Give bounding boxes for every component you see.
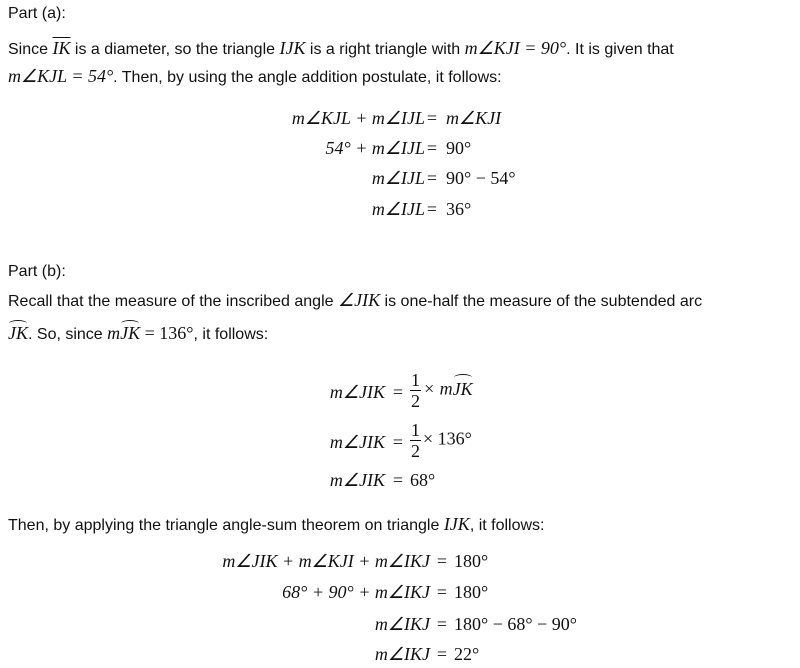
equation-lhs: m∠JIK xyxy=(329,470,385,490)
equation-lhs: 54° + m∠IJL xyxy=(325,138,425,158)
equation-rel: = xyxy=(392,470,404,490)
equation-rel: = xyxy=(436,582,448,602)
triangle-ijk: IJK xyxy=(443,514,470,534)
equation-lhs: m∠JIK xyxy=(329,382,385,402)
intro-text: . So, since xyxy=(28,326,108,343)
part-a-intro-line2 xyxy=(8,66,502,88)
equation-rel: = xyxy=(426,108,438,128)
equation-lhs: m∠JIK + m∠KJI + m∠IKJ xyxy=(222,551,430,571)
equation-rel: = xyxy=(426,168,438,188)
segment-ik: $\overline{IK}$ xyxy=(52,38,71,58)
intro-text: Since xyxy=(8,41,53,58)
equation-lhs: 68° + 90° + m∠IKJ xyxy=(282,582,430,602)
triangle-ijk: IJK xyxy=(279,38,306,58)
equation-rhs: 180° xyxy=(454,582,489,602)
fraction-denominator: 2 xyxy=(411,391,420,411)
intro-text: is a diameter, so the triangle xyxy=(70,41,280,58)
equation-lhs: m∠KJL + m∠IJL xyxy=(291,108,425,128)
arc-measure-m: m xyxy=(107,323,121,343)
part-a-intro-line1 xyxy=(8,38,674,60)
angle-jik: ∠JIK xyxy=(337,290,381,310)
equation-rhs xyxy=(408,420,472,461)
fraction xyxy=(410,370,421,411)
equation-row xyxy=(0,370,800,414)
fraction xyxy=(410,420,421,461)
equation-rel: = xyxy=(426,199,438,219)
equation-rhs: 180° − 68° − 90° xyxy=(454,614,577,634)
equation-rhs xyxy=(408,370,473,411)
equation-lhs: m∠IKJ xyxy=(374,644,430,664)
equation-rel: = xyxy=(436,614,448,634)
equation-lhs: m∠IKJ xyxy=(374,614,430,634)
equation-rel: = xyxy=(392,382,404,402)
equation-rhs: 68° xyxy=(410,470,436,490)
fraction-denominator: 2 xyxy=(411,441,420,461)
times-m: × m xyxy=(423,378,453,399)
arc-measure-value: = 136° xyxy=(140,323,194,343)
equation-row xyxy=(0,420,800,470)
part-b-intro-line1 xyxy=(8,290,702,312)
equation-lhs: m∠IJL xyxy=(371,199,425,219)
equation-lhs: m∠IJL xyxy=(371,168,425,188)
intro-text: is a right triangle with xyxy=(305,41,465,58)
equation-rel: = xyxy=(426,138,438,158)
angle-kjl-expr: m∠KJL = 54° xyxy=(8,66,114,86)
intro-text: Recall that the measure of the inscribed angle xyxy=(8,293,338,310)
intro-text: is one-half the measure of the subtended arc xyxy=(380,293,703,310)
equation-rhs: 36° xyxy=(446,199,472,219)
arc-jk: JK xyxy=(8,323,28,343)
part-b-intro-line2 xyxy=(8,323,268,345)
intro-text: , it follows: xyxy=(193,326,269,343)
equation-rhs: 180° xyxy=(454,551,489,571)
equation-rhs: 90° xyxy=(446,138,472,158)
intro-text: . Then, by using the angle addition postulate, it follows: xyxy=(113,69,502,86)
part-b-heading: Part (b): xyxy=(8,263,66,280)
fraction-numerator: 1 xyxy=(411,420,420,440)
equation-rhs: 22° xyxy=(454,644,480,664)
arc-jk: JK xyxy=(452,378,473,399)
equation-rel: = xyxy=(436,644,448,664)
intro-text: Then, by applying the triangle angle-sum theorem on triangle xyxy=(8,517,444,534)
angle-kji-expr: m∠KJI = 90° xyxy=(464,38,567,58)
arc-jk: JK xyxy=(120,323,141,343)
intro-text: . It is given that xyxy=(566,41,674,58)
equation-rhs: m∠KJI xyxy=(446,108,502,128)
part-a-heading: Part (a): xyxy=(8,5,66,22)
equation-rhs: 90° − 54° xyxy=(446,168,516,188)
equation-rel: = xyxy=(436,551,448,571)
equation-rel: = xyxy=(392,432,404,452)
part-b-line3 xyxy=(8,514,545,536)
times-value: × 136° xyxy=(423,428,472,449)
fraction-numerator: 1 xyxy=(411,370,420,390)
equation-lhs: m∠JIK xyxy=(329,432,385,452)
intro-text: , it follows: xyxy=(469,517,545,534)
